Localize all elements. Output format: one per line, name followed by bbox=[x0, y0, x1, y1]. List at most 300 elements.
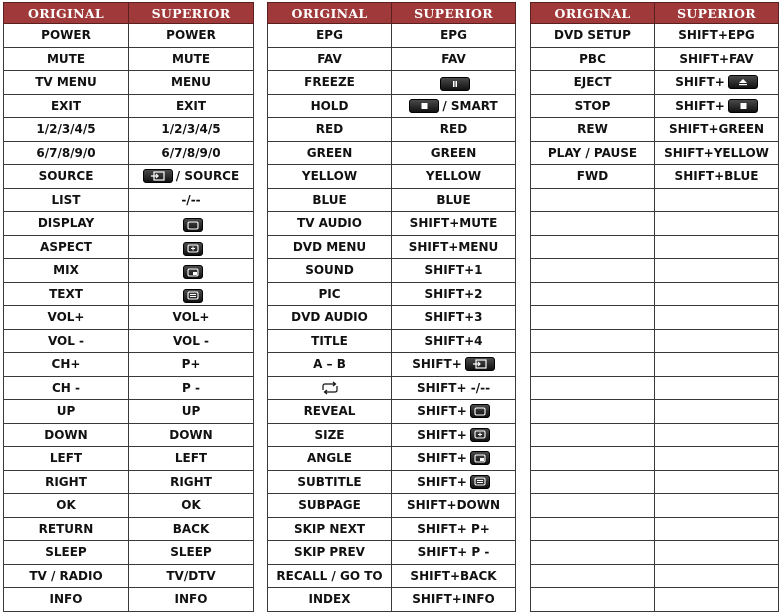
original-cell bbox=[4, 235, 129, 259]
table-row bbox=[531, 259, 779, 283]
superior-cell bbox=[392, 188, 516, 212]
table-row bbox=[531, 588, 779, 612]
superior-cell bbox=[655, 494, 779, 518]
table-row bbox=[531, 165, 779, 189]
table-row bbox=[268, 517, 516, 541]
header-superior: SUPERIOR bbox=[129, 3, 254, 24]
original-label: SIZE bbox=[314, 427, 345, 442]
superior-label: SHIFT+ bbox=[675, 98, 725, 113]
original-cell bbox=[531, 423, 655, 447]
table-row bbox=[531, 470, 779, 494]
table-body bbox=[4, 24, 254, 612]
original-cell bbox=[268, 470, 392, 494]
original-label: SOURCE bbox=[38, 169, 94, 184]
superior-label: SHIFT+1 bbox=[424, 263, 483, 278]
repeat-icon bbox=[319, 381, 341, 395]
original-label: YELLOW bbox=[301, 169, 358, 184]
original-cell bbox=[531, 165, 655, 189]
original-label: SKIP PREV bbox=[294, 545, 365, 560]
superior-cell bbox=[129, 235, 254, 259]
table-row bbox=[268, 447, 516, 471]
original-cell bbox=[531, 517, 655, 541]
superior-label: SHIFT+DOWN bbox=[406, 498, 501, 513]
original-label: BLUE bbox=[312, 192, 347, 207]
superior-cell bbox=[655, 447, 779, 471]
superior-cell bbox=[129, 188, 254, 212]
superior-label: SHIFT+ -/-- bbox=[416, 380, 491, 395]
original-cell bbox=[4, 282, 129, 306]
original-label: REVEAL bbox=[303, 404, 356, 419]
superior-cell bbox=[392, 94, 516, 118]
mix-icon bbox=[183, 265, 203, 279]
table-row bbox=[268, 588, 516, 612]
superior-cell bbox=[129, 470, 254, 494]
original-label: EXIT bbox=[50, 98, 82, 113]
original-label: RETURN bbox=[38, 521, 94, 536]
table-body bbox=[268, 24, 516, 612]
table-row bbox=[531, 376, 779, 400]
superior-cell bbox=[655, 588, 779, 612]
original-cell bbox=[268, 282, 392, 306]
table-row bbox=[268, 376, 516, 400]
original-label: EPG bbox=[316, 28, 343, 43]
superior-cell bbox=[392, 353, 516, 377]
original-label: A – B bbox=[313, 357, 346, 372]
original-label: RED bbox=[315, 122, 344, 137]
original-cell bbox=[531, 282, 655, 306]
table-row bbox=[4, 494, 254, 518]
header-original: ORIGINAL bbox=[4, 3, 129, 24]
mix-icon bbox=[470, 451, 490, 465]
table-row bbox=[4, 71, 254, 95]
superior-label: SHIFT+GREEN bbox=[668, 122, 765, 137]
superior-cell bbox=[655, 517, 779, 541]
table-row bbox=[4, 282, 254, 306]
superior-cell bbox=[392, 282, 516, 306]
original-cell bbox=[268, 141, 392, 165]
superior-label: SHIFT+BLUE bbox=[674, 169, 759, 184]
original-cell bbox=[4, 376, 129, 400]
superior-cell bbox=[129, 47, 254, 71]
superior-label: -/-- bbox=[181, 192, 201, 207]
stop-icon bbox=[409, 99, 439, 113]
original-cell bbox=[531, 71, 655, 95]
table-row bbox=[531, 447, 779, 471]
superior-label: EPG bbox=[440, 28, 467, 43]
superior-label: RIGHT bbox=[170, 474, 212, 489]
superior-cell bbox=[129, 94, 254, 118]
superior-label: UP bbox=[181, 404, 201, 419]
superior-label: EXIT bbox=[175, 98, 207, 113]
superior-label: / SOURCE bbox=[175, 168, 240, 183]
superior-cell bbox=[129, 329, 254, 353]
superior-cell bbox=[129, 517, 254, 541]
display-icon bbox=[183, 218, 203, 232]
original-cell bbox=[268, 400, 392, 424]
superior-cell bbox=[655, 541, 779, 565]
table-row bbox=[4, 235, 254, 259]
superior-cell bbox=[655, 71, 779, 95]
original-cell bbox=[4, 306, 129, 330]
superior-cell bbox=[655, 118, 779, 142]
superior-cell bbox=[129, 24, 254, 48]
table-row bbox=[4, 517, 254, 541]
superior-cell bbox=[129, 447, 254, 471]
table-row bbox=[4, 329, 254, 353]
original-cell bbox=[531, 235, 655, 259]
superior-label: POWER bbox=[166, 28, 216, 43]
superior-cell bbox=[655, 235, 779, 259]
header-superior: SUPERIOR bbox=[655, 3, 779, 24]
superior-cell bbox=[392, 447, 516, 471]
original-label: 6/7/8/9/0 bbox=[36, 145, 96, 160]
table-row bbox=[4, 353, 254, 377]
superior-cell bbox=[655, 259, 779, 283]
superior-label: TV/DTV bbox=[166, 568, 216, 583]
table-row bbox=[4, 376, 254, 400]
original-cell bbox=[4, 24, 129, 48]
superior-cell bbox=[129, 118, 254, 142]
table-row bbox=[4, 94, 254, 118]
superior-label: LEFT bbox=[174, 451, 208, 466]
original-label: FWD bbox=[576, 169, 609, 184]
superior-label: MUTE bbox=[171, 51, 211, 66]
superior-label: / SMART bbox=[442, 98, 498, 113]
superior-cell bbox=[129, 494, 254, 518]
table-row bbox=[531, 400, 779, 424]
original-cell bbox=[268, 517, 392, 541]
superior-cell bbox=[129, 400, 254, 424]
superior-cell bbox=[129, 588, 254, 612]
superior-label: VOL - bbox=[172, 333, 210, 348]
original-cell bbox=[268, 47, 392, 71]
original-label: ASPECT bbox=[40, 239, 92, 254]
table-row bbox=[4, 541, 254, 565]
table-row bbox=[531, 47, 779, 71]
superior-cell bbox=[655, 188, 779, 212]
original-label: TEXT bbox=[49, 286, 83, 301]
original-cell bbox=[531, 541, 655, 565]
original-cell bbox=[4, 541, 129, 565]
original-cell bbox=[4, 212, 129, 236]
original-label: HOLD bbox=[310, 98, 349, 113]
original-label: TV MENU bbox=[35, 75, 97, 90]
superior-label: SHIFT+ bbox=[675, 75, 725, 90]
table-row bbox=[268, 564, 516, 588]
original-cell bbox=[268, 353, 392, 377]
mapping-table-1 bbox=[3, 2, 254, 612]
original-cell bbox=[4, 165, 129, 189]
table-row bbox=[268, 94, 516, 118]
original-cell bbox=[531, 118, 655, 142]
superior-cell bbox=[392, 564, 516, 588]
superior-label: SHIFT+ bbox=[412, 357, 462, 372]
table-row bbox=[268, 47, 516, 71]
original-label: TITLE bbox=[311, 333, 348, 348]
original-cell bbox=[4, 188, 129, 212]
original-cell bbox=[531, 94, 655, 118]
header-original: ORIGINAL bbox=[531, 3, 655, 24]
superior-label: SHIFT+MENU bbox=[408, 239, 499, 254]
original-label: RECALL / GO TO bbox=[276, 568, 383, 583]
original-cell bbox=[531, 306, 655, 330]
table-row bbox=[268, 141, 516, 165]
original-cell bbox=[531, 329, 655, 353]
table-row bbox=[268, 24, 516, 48]
original-label: DOWN bbox=[44, 427, 88, 442]
original-cell bbox=[268, 235, 392, 259]
original-cell bbox=[268, 118, 392, 142]
table-row bbox=[4, 400, 254, 424]
superior-label: BLUE bbox=[436, 192, 471, 207]
original-cell bbox=[4, 141, 129, 165]
original-label: TV AUDIO bbox=[297, 216, 362, 231]
superior-cell bbox=[392, 376, 516, 400]
superior-cell bbox=[655, 353, 779, 377]
superior-label: YELLOW bbox=[425, 169, 482, 184]
superior-cell bbox=[655, 94, 779, 118]
original-label: OK bbox=[56, 498, 76, 513]
superior-cell bbox=[392, 517, 516, 541]
source-icon bbox=[143, 169, 173, 183]
original-label: SKIP NEXT bbox=[293, 521, 366, 536]
superior-cell bbox=[129, 423, 254, 447]
original-cell bbox=[531, 24, 655, 48]
table-row bbox=[4, 306, 254, 330]
original-label: SLEEP bbox=[45, 545, 87, 560]
superior-label: SHIFT+FAV bbox=[679, 51, 754, 66]
superior-cell bbox=[655, 306, 779, 330]
original-cell bbox=[4, 447, 129, 471]
superior-cell bbox=[655, 282, 779, 306]
original-cell bbox=[531, 447, 655, 471]
superior-label: P - bbox=[182, 380, 200, 395]
original-label: STOP bbox=[574, 98, 611, 113]
table-row bbox=[531, 188, 779, 212]
superior-label: GREEN bbox=[430, 145, 477, 160]
table-row bbox=[268, 212, 516, 236]
table-row bbox=[531, 282, 779, 306]
table-row bbox=[531, 329, 779, 353]
eject-icon bbox=[728, 75, 758, 89]
superior-label: SHIFT+3 bbox=[424, 310, 483, 325]
table-row bbox=[268, 470, 516, 494]
table-row bbox=[268, 259, 516, 283]
superior-cell bbox=[392, 141, 516, 165]
superior-label: 1/2/3/4/5 bbox=[161, 122, 221, 137]
original-cell bbox=[4, 329, 129, 353]
original-cell bbox=[4, 564, 129, 588]
display-icon bbox=[470, 404, 490, 418]
original-label: INFO bbox=[49, 592, 83, 607]
table-row bbox=[531, 494, 779, 518]
superior-cell bbox=[655, 24, 779, 48]
superior-cell bbox=[129, 71, 254, 95]
superior-cell bbox=[392, 306, 516, 330]
original-label: RIGHT bbox=[45, 474, 87, 489]
superior-cell bbox=[129, 141, 254, 165]
superior-label: SLEEP bbox=[170, 545, 212, 560]
text-icon bbox=[183, 289, 203, 303]
table-row bbox=[531, 517, 779, 541]
superior-cell bbox=[392, 329, 516, 353]
table-row bbox=[531, 141, 779, 165]
superior-label: SHIFT+ P - bbox=[417, 545, 490, 560]
superior-label: P+ bbox=[181, 357, 201, 372]
original-cell bbox=[268, 423, 392, 447]
original-cell bbox=[268, 24, 392, 48]
superior-label: OK bbox=[181, 498, 201, 513]
table-row bbox=[4, 165, 254, 189]
original-cell bbox=[531, 400, 655, 424]
superior-cell bbox=[129, 564, 254, 588]
original-label: PIC bbox=[318, 286, 341, 301]
table-row bbox=[4, 188, 254, 212]
table-row bbox=[268, 235, 516, 259]
original-label: FREEZE bbox=[304, 75, 355, 90]
superior-cell bbox=[655, 165, 779, 189]
table-row bbox=[268, 494, 516, 518]
original-label: DVD SETUP bbox=[554, 28, 631, 43]
superior-label: SHIFT+ bbox=[417, 427, 467, 442]
superior-cell bbox=[392, 118, 516, 142]
superior-cell bbox=[129, 353, 254, 377]
original-label: PLAY / PAUSE bbox=[547, 145, 638, 160]
original-cell bbox=[4, 71, 129, 95]
original-label: PBC bbox=[579, 51, 606, 66]
original-cell bbox=[531, 212, 655, 236]
original-label: POWER bbox=[41, 28, 91, 43]
original-label: SOUND bbox=[305, 263, 354, 278]
table-row bbox=[4, 141, 254, 165]
original-cell bbox=[4, 517, 129, 541]
superior-label: SHIFT+ bbox=[417, 404, 467, 419]
original-cell bbox=[268, 329, 392, 353]
superior-cell bbox=[129, 212, 254, 236]
table-row bbox=[4, 423, 254, 447]
superior-label: VOL+ bbox=[172, 310, 210, 325]
original-cell bbox=[531, 47, 655, 71]
original-cell bbox=[531, 494, 655, 518]
original-label: DVD AUDIO bbox=[291, 310, 368, 325]
original-label: SUBTITLE bbox=[297, 474, 362, 489]
original-cell bbox=[4, 259, 129, 283]
text-icon bbox=[470, 475, 490, 489]
original-cell bbox=[268, 212, 392, 236]
original-label: LEFT bbox=[49, 451, 83, 466]
table-row bbox=[531, 541, 779, 565]
original-label: CH+ bbox=[51, 357, 81, 372]
table-row bbox=[268, 71, 516, 95]
superior-label: DOWN bbox=[169, 427, 213, 442]
table-row bbox=[268, 188, 516, 212]
original-label: DVD MENU bbox=[292, 239, 367, 254]
table-row bbox=[268, 400, 516, 424]
table-row bbox=[531, 71, 779, 95]
original-cell bbox=[268, 447, 392, 471]
table-row bbox=[531, 24, 779, 48]
original-label: CH - bbox=[51, 380, 80, 395]
header-superior: SUPERIOR bbox=[392, 3, 516, 24]
table-row bbox=[268, 306, 516, 330]
original-label: SUBPAGE bbox=[298, 498, 361, 513]
table-row bbox=[531, 235, 779, 259]
original-cell bbox=[268, 494, 392, 518]
original-cell bbox=[531, 564, 655, 588]
table-row bbox=[4, 47, 254, 71]
superior-label: SHIFT+2 bbox=[424, 286, 483, 301]
superior-label: RED bbox=[439, 122, 468, 137]
original-label: 1/2/3/4/5 bbox=[36, 122, 96, 137]
original-cell bbox=[4, 494, 129, 518]
superior-label: SHIFT+MUTE bbox=[409, 216, 498, 231]
source-icon bbox=[465, 357, 495, 371]
superior-cell bbox=[655, 470, 779, 494]
original-cell bbox=[4, 94, 129, 118]
original-cell bbox=[268, 588, 392, 612]
original-cell bbox=[531, 470, 655, 494]
superior-cell bbox=[655, 141, 779, 165]
superior-cell bbox=[655, 47, 779, 71]
table-row bbox=[531, 353, 779, 377]
superior-label: MENU bbox=[171, 75, 211, 90]
original-label: INDEX bbox=[308, 592, 351, 607]
table-row bbox=[268, 118, 516, 142]
mapping-table-3 bbox=[530, 2, 779, 612]
superior-cell bbox=[392, 235, 516, 259]
original-label: VOL - bbox=[47, 333, 85, 348]
original-label: LIST bbox=[51, 192, 81, 207]
original-cell bbox=[531, 188, 655, 212]
original-cell bbox=[268, 94, 392, 118]
superior-cell bbox=[129, 259, 254, 283]
superior-cell bbox=[392, 470, 516, 494]
superior-label: SHIFT+EPG bbox=[678, 28, 755, 43]
superior-cell bbox=[655, 376, 779, 400]
original-cell bbox=[4, 588, 129, 612]
original-cell bbox=[268, 306, 392, 330]
superior-cell bbox=[392, 423, 516, 447]
table-row bbox=[268, 165, 516, 189]
aspect-icon bbox=[183, 242, 203, 256]
original-cell bbox=[268, 188, 392, 212]
original-cell bbox=[268, 71, 392, 95]
original-cell bbox=[531, 259, 655, 283]
original-cell bbox=[268, 564, 392, 588]
original-cell bbox=[531, 588, 655, 612]
superior-cell bbox=[392, 165, 516, 189]
superior-label: SHIFT+ bbox=[417, 451, 467, 466]
superior-cell bbox=[129, 541, 254, 565]
table-row bbox=[531, 212, 779, 236]
superior-label: FAV bbox=[441, 51, 466, 66]
table-row bbox=[4, 447, 254, 471]
pause-icon bbox=[440, 77, 470, 91]
header-original: ORIGINAL bbox=[268, 3, 392, 24]
table-row bbox=[4, 564, 254, 588]
original-cell bbox=[4, 423, 129, 447]
superior-cell bbox=[129, 282, 254, 306]
original-cell bbox=[4, 353, 129, 377]
original-cell bbox=[4, 400, 129, 424]
superior-label: SHIFT+ P+ bbox=[417, 521, 490, 536]
original-cell bbox=[531, 353, 655, 377]
original-label: DISPLAY bbox=[37, 216, 95, 231]
stop-icon bbox=[728, 99, 758, 113]
superior-cell bbox=[655, 400, 779, 424]
original-label: REW bbox=[577, 122, 608, 137]
superior-label: SHIFT+4 bbox=[424, 333, 483, 348]
